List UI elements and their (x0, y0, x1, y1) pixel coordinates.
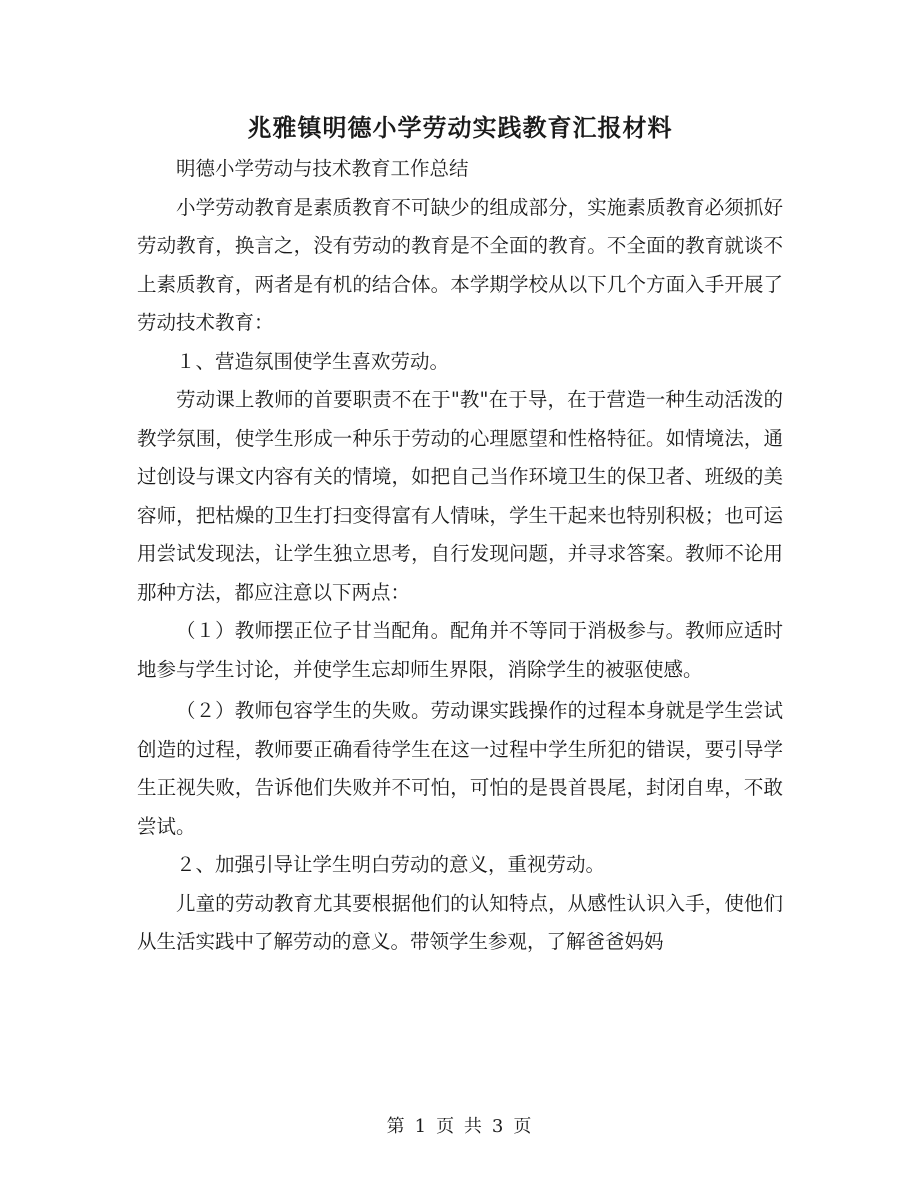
paragraph-intro: 小学劳动教育是素质教育不可缺少的组成部分，实施素质教育必须抓好劳动教育，换言之，没有劳动的教育是不全面的教育。不全面的教育就谈不上素质教育，两者是有机的结合体。本学期学校从以下几个方面入手开展了劳动技术教育： (137, 195, 783, 334)
paragraph-heading-2: ２、加强引导让学生明白劳动的意义，重视劳动。 (176, 853, 606, 876)
footer-suffix: 页 (513, 1116, 534, 1137)
paragraph-point-1: （１）教师摆正位子甘当配角。配角并不等同于消极参与。教师应适时地参与学生讨论，并使学生忘却师生界限，消除学生的被驱使感。 (137, 619, 783, 681)
paragraph-heading-1: １、营造氛围使学生喜欢劳动。 (176, 349, 450, 373)
document-title: 兆雅镇明德小学劳动实践教育汇报材料 (247, 113, 673, 142)
footer-page-number: 1 (414, 1116, 429, 1137)
paragraph-point-2: （２）教师包容学生的失败。劳动课实践操作的过程本身就是学生尝试创造的过程，教师要正确看待学生在这一过程中学生所犯的错误，要引导学生正视失败，告诉他们失败并不可怕，可怕的是畏首畏尾，封闭自卑，不敢尝试。 (137, 699, 783, 838)
document-body (137, 150, 783, 962)
footer-total-pages: 3 (491, 1116, 506, 1137)
footer-prefix: 第 (386, 1116, 407, 1137)
paragraph-subtitle: 明德小学劳动与技术教育工作总结 (176, 157, 469, 180)
footer-middle: 页 共 (436, 1116, 484, 1137)
paragraph-body-1: 劳动课上教师的首要职责不在于"教"在于导，在于营造一种生动活泼的教学氛围，使学生形成一种乐于劳动的心理愿望和性格特征。如情境法，通过创设与课文内容有关的情境，如把自己当作环境卫生的保卫者、班级的美容师，把枯燥的卫生打扫变得富有人情味，学生干起来也特别积极；也可运用尝试发现法，让学生独立思考，自行发现问题，并寻求答案。教师不论用那种方法，都应注意以下两点： (137, 388, 783, 604)
page-footer (0, 1112, 920, 1138)
paragraph-body-2: 儿童的劳动教育尤其要根据他们的认知特点，从感性认识入手，使他们从生活实践中了解劳动的意义。带领学生参观，了解爸爸妈妈 (137, 891, 783, 953)
